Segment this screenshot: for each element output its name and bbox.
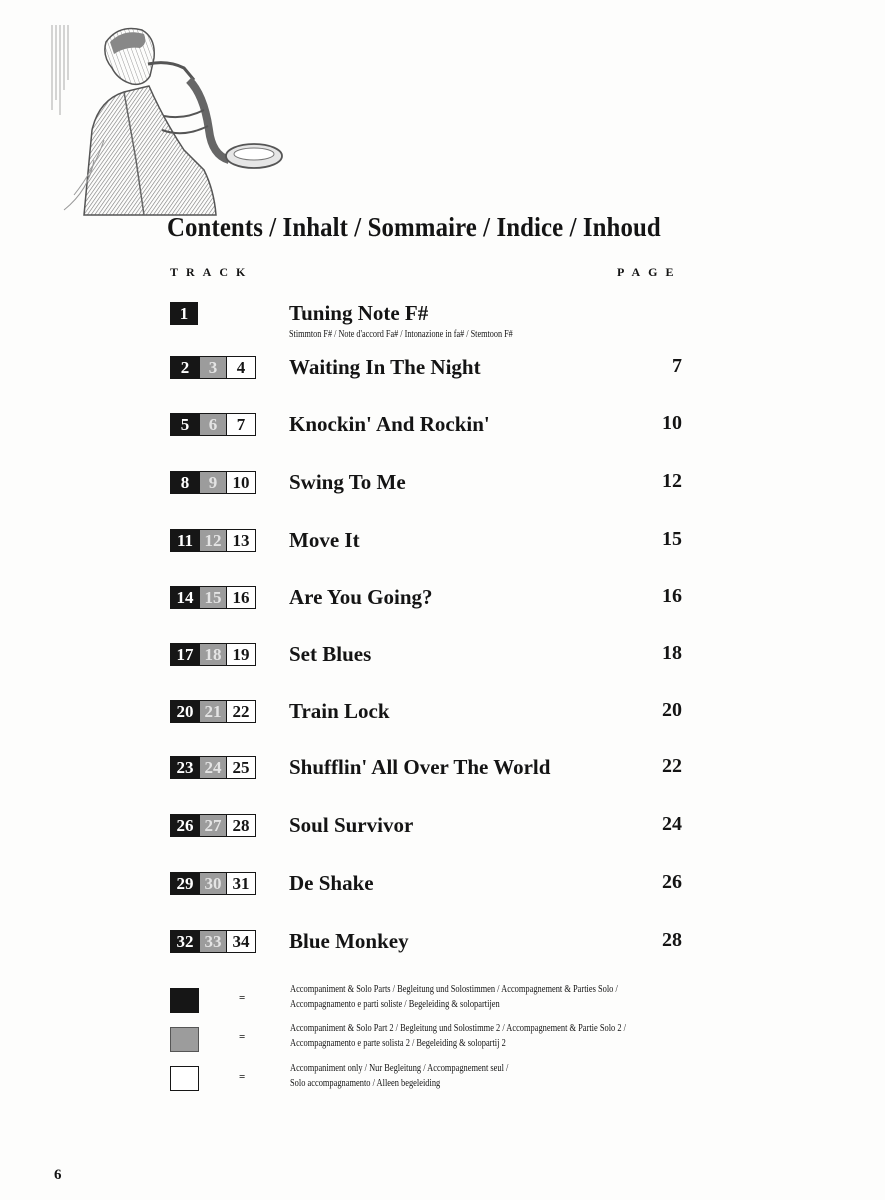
legend-text-line: Solo accompagnamento / Alleen begeleiding [290, 1078, 441, 1089]
legend-text-line: Accompaniment & Solo Parts / Begleitung und Solostimmen / Accompagnement & Parties Solo / [290, 984, 618, 995]
page-number: 10 [662, 412, 682, 434]
song-row[interactable] [0, 408, 885, 442]
song-row[interactable] [0, 638, 885, 672]
song-row[interactable] [0, 581, 885, 615]
contents-title: Contents / Inhalt / Sommaire / Indice / Inhoud [167, 212, 661, 242]
track-number-grey: 9 [200, 471, 226, 494]
track-boxes [170, 872, 256, 895]
song-row[interactable] [0, 925, 885, 959]
song-row[interactable] [0, 466, 885, 500]
track-boxes [170, 471, 256, 494]
track-boxes [170, 529, 256, 552]
track-number-white: 19 [226, 643, 256, 666]
song-row[interactable] [0, 695, 885, 729]
track-number-black: 26 [170, 814, 200, 837]
tuning-subtitle: Stimmton F# / Note d'accord Fa# / Intonazione in fa# / Stemtoon F# [289, 329, 513, 340]
legend-text-line: Accompaniment & Solo Part 2 / Begleitung und Solostimme 2 / Accompagnement & Partie Solo 2 / [290, 1023, 626, 1034]
track-number-black: 5 [170, 413, 200, 436]
song-title[interactable]: Shufflin' All Over The World [289, 755, 551, 779]
track-number-grey: 24 [200, 756, 226, 779]
page-number: 18 [662, 642, 682, 664]
song-row[interactable] [0, 751, 885, 785]
equals-sign: = [239, 1031, 246, 1043]
track-boxes [170, 700, 256, 723]
page-number: 16 [662, 585, 682, 607]
saxophone-player-illustration [44, 20, 284, 220]
track-number-white: 31 [226, 872, 256, 895]
track-boxes [170, 930, 256, 953]
track-number-black: 2 [170, 356, 200, 379]
track-number-black: 32 [170, 930, 200, 953]
legend-text-line: Accompagnamento e parte solista 2 / Begeleiding & solopartij 2 [290, 1038, 506, 1049]
song-title[interactable]: Soul Survivor [289, 813, 414, 837]
track-number-grey: 21 [200, 700, 226, 723]
page-number: 24 [662, 813, 682, 835]
track-boxes [170, 302, 198, 325]
track-number-black: 29 [170, 872, 200, 895]
track-boxes [170, 756, 256, 779]
equals-sign: = [239, 1071, 246, 1083]
song-title[interactable]: Train Lock [289, 699, 390, 723]
song-title[interactable]: Move It [289, 528, 360, 552]
legend-text-line: Accompaniment only / Nur Begleitung / Accompagnement seul / [290, 1063, 509, 1074]
song-row[interactable] [0, 524, 885, 558]
track-number-black: 20 [170, 700, 200, 723]
song-title[interactable]: Blue Monkey [289, 929, 409, 953]
page-number: 26 [662, 871, 682, 893]
black-swatch [170, 988, 199, 1013]
legend-text [290, 1021, 626, 1051]
page-number: 7 [672, 355, 682, 377]
song-title[interactable]: Set Blues [289, 642, 372, 666]
track-number-white: 13 [226, 529, 256, 552]
song-title[interactable]: Knockin' And Rockin' [289, 412, 490, 436]
track-boxes [170, 413, 256, 436]
track-number-grey: 30 [200, 872, 226, 895]
song-title[interactable]: Waiting In The Night [289, 355, 481, 379]
tuning-title[interactable]: Tuning Note F# [289, 301, 429, 325]
track-number-white: 7 [226, 413, 256, 436]
track-number-white: 34 [226, 930, 256, 953]
track-boxes [170, 356, 256, 379]
tuning-note-row[interactable] [0, 297, 885, 340]
track-number-black: 11 [170, 529, 200, 552]
track-boxes [170, 814, 256, 837]
track-number-white: 28 [226, 814, 256, 837]
page-number: 22 [662, 755, 682, 777]
song-title[interactable]: Swing To Me [289, 470, 406, 494]
track-number-grey: 12 [200, 529, 226, 552]
track-number-black: 17 [170, 643, 200, 666]
white-swatch [170, 1066, 199, 1091]
page-number: 28 [662, 929, 682, 951]
track-number-white: 22 [226, 700, 256, 723]
track-number-black: 8 [170, 471, 200, 494]
track-number-grey: 6 [200, 413, 226, 436]
page-number: 15 [662, 528, 682, 550]
legend-text-line: Accompagnamento e parti soliste / Begeleiding & solopartijen [290, 999, 500, 1010]
song-row[interactable] [0, 867, 885, 901]
legend-text [290, 982, 626, 1012]
track-number-black: 23 [170, 756, 200, 779]
track-number-black: 14 [170, 586, 200, 609]
song-title[interactable]: Are You Going? [289, 585, 433, 609]
track-boxes [170, 643, 256, 666]
equals-sign: = [239, 992, 246, 1004]
track-number-grey: 3 [200, 356, 226, 379]
track-number-grey: 33 [200, 930, 226, 953]
track-column-header: TRACK [170, 265, 254, 279]
page-number-footer: 6 [54, 1167, 62, 1183]
legend-text [290, 1061, 626, 1091]
song-row[interactable] [0, 351, 885, 385]
track-number-black: 1 [170, 302, 198, 325]
track-number-white: 4 [226, 356, 256, 379]
song-title[interactable]: De Shake [289, 871, 374, 895]
track-number-grey: 18 [200, 643, 226, 666]
track-number-white: 25 [226, 756, 256, 779]
song-row[interactable] [0, 809, 885, 843]
track-number-white: 16 [226, 586, 256, 609]
track-number-grey: 27 [200, 814, 226, 837]
page-number: 12 [662, 470, 682, 492]
grey-swatch [170, 1027, 199, 1052]
track-number-grey: 15 [200, 586, 226, 609]
track-number-white: 10 [226, 471, 256, 494]
track-boxes [170, 586, 256, 609]
page-number: 20 [662, 699, 682, 721]
page-column-header: PAGE [617, 265, 682, 279]
